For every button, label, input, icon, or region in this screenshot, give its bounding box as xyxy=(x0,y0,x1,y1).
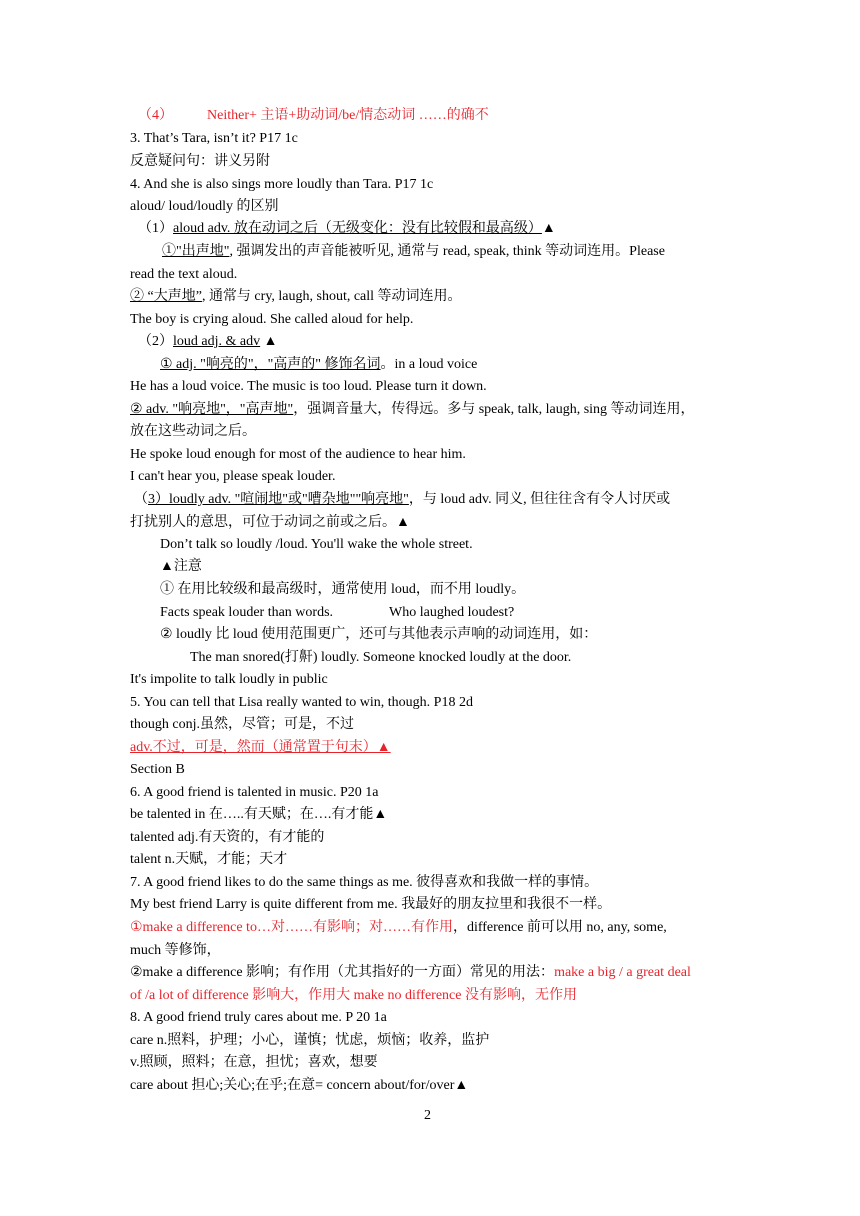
though-conj: though conj.虽然，尽管；可是，不过 xyxy=(130,717,354,732)
though-adv: adv.不过，可是，然而（通常置于句末）▲ xyxy=(130,740,391,755)
note-tag-question: 反意疑问句：讲义另附 xyxy=(130,154,270,169)
loud-usage-1 xyxy=(160,356,766,373)
make-difference-1 xyxy=(130,919,736,936)
line-neither-text: Neither+ 主语+助动词/be/情态动词 ……的确不 xyxy=(207,108,489,123)
be-talented-in: be talented in 在…..有天赋；在….有才能▲ xyxy=(130,807,388,822)
note-1-example-b: Who laughed loudest? xyxy=(389,605,515,620)
care-about: care about 担心;关心;在乎;在意= concern about/for/over▲ xyxy=(130,1078,469,1093)
aloud-usage-1-underlined: ①"出声地" xyxy=(162,244,230,259)
note-1-example-a: Facts speak louder than words. xyxy=(160,605,334,620)
loud-examples-1: He has a loud voice. The music is too loud. Please turn it down. xyxy=(130,379,487,394)
loud-usage-2-cont: 放在这些动词之后。 xyxy=(130,424,256,439)
note-1-examples xyxy=(160,604,766,621)
section-b-heading: Section B xyxy=(130,762,185,777)
loudly-example: Don’t talk so loudly /loud. You'll wake the whole street. xyxy=(160,537,473,552)
triangle-mark: ▲ xyxy=(260,334,278,349)
talent-n: talent n.天赋，才能；天才 xyxy=(130,852,288,867)
loud-usage-1-underlined: ① adj. "响亮的"，"高声的" 修饰名词 xyxy=(160,357,381,372)
loudly-def-cont: 打扰别人的意思，可位于动词之前或之后。▲ xyxy=(130,515,410,530)
make-difference-2-red: make a big / a great deal xyxy=(554,965,691,980)
aloud-loud-heading: aloud/ loud/loudly 的区别 xyxy=(130,199,279,214)
aloud-usage-2-text: , 通常与 cry, laugh, shout, call 等动词连用。 xyxy=(201,289,462,304)
aloud-examples: The boy is crying aloud. She called aloud for help. xyxy=(130,312,414,327)
loud-def-prefix: （2） xyxy=(138,334,173,349)
loud-example-3: I can't hear you, please speak louder. xyxy=(130,469,336,484)
note-2: ② loudly 比 loud 使用范围更广，还可与其他表示声响的动词连用，如： xyxy=(160,627,598,642)
aloud-def xyxy=(138,220,744,237)
make-difference-2 xyxy=(130,964,736,981)
make-difference-1-red: ①make a difference to…对……有影响；对……有作用 xyxy=(130,920,453,935)
aloud-usage-1-text: , 强调发出的声音能被听见, 通常与 read, speak, think 等动词连用。Please xyxy=(229,244,665,259)
note-1: ① 在用比较级和最高级时，通常使用 loud，而不用 loudly。 xyxy=(160,582,526,597)
aloud-usage-1 xyxy=(162,243,768,260)
aloud-def-prefix: （1） xyxy=(138,221,173,236)
loud-def xyxy=(138,333,744,350)
loudly-def xyxy=(134,491,740,508)
aloud-usage-2 xyxy=(130,288,736,305)
sentence-8: 8. A good friend truly cares about me. P 20 1a xyxy=(130,1010,387,1025)
loud-usage-1-text: 。in a loud voice xyxy=(380,357,478,372)
aloud-def-underlined: aloud adv. 放在动词之后（无级变化：没有比较假和最高级） xyxy=(173,221,542,236)
aloud-usage-1-cont: read the text aloud. xyxy=(130,267,238,282)
loudly-def-prefix: （ xyxy=(134,492,148,507)
sentence-4: 4. And she is also sings more loudly than Tara. P17 1c xyxy=(130,177,434,192)
care-verb: v.照顾，照料；在意，担忧；喜欢，想要 xyxy=(130,1055,378,1070)
loud-example-2: He spoke loud enough for most of the audience to hear him. xyxy=(130,447,466,462)
make-difference-1-text: ，difference 前可以用 no, any, some, xyxy=(452,920,667,935)
care-noun: care n.照料，护理；小心，谨慎；忧虑，烦恼；收养，监护 xyxy=(130,1033,490,1048)
page-number: 2 xyxy=(424,1108,431,1123)
loud-usage-2-underlined: ② adv. "响亮地"，"高声地" xyxy=(130,402,294,417)
make-difference-2-cont: of /a lot of difference 影响大，作用大 make no difference 没有影响，无作用 xyxy=(130,988,577,1003)
loud-def-underlined: loud adj. & adv xyxy=(173,334,261,349)
loud-usage-2-text: ，强调音量大，传得远。多与 speak, talk, laugh, sing 等动词连用， xyxy=(293,402,695,417)
line-neither xyxy=(138,107,744,124)
line-neither-number: （4） xyxy=(138,108,173,123)
loudly-def-underlined: 3）loudly adv. "喧闹地"或"嘈杂地""响亮地" xyxy=(148,492,409,507)
triangle-mark: ▲ xyxy=(541,221,556,236)
sentence-6: 6. A good friend is talented in music. P20 1a xyxy=(130,785,379,800)
sentence-5: 5. You can tell that Lisa really wanted to win, though. P18 2d xyxy=(130,695,473,710)
note-heading: ▲注意 xyxy=(160,559,202,574)
make-difference-2-text: ②make a difference 影响；有作用（尤其指好的一方面）常见的用法： xyxy=(130,965,555,980)
loudly-example-2: It's impolite to talk loudly in public xyxy=(130,672,328,687)
aloud-usage-2-underlined: ② “大声地” xyxy=(130,289,202,304)
sentence-7: 7. A good friend likes to do the same things as me. 彼得喜欢和我做一样的事情。 xyxy=(130,875,599,890)
talented-adj: talented adj.有天资的，有才能的 xyxy=(130,830,325,845)
note-2-examples: The man snored(打鼾) loudly. Someone knocked loudly at the door. xyxy=(190,650,572,665)
loudly-def-text: ，与 loud adv. 同义, 但往往含有令人讨厌或 xyxy=(408,492,671,507)
make-difference-1-cont: much 等修饰， xyxy=(130,943,221,958)
sentence-3: 3. That’s Tara, isn’t it? P17 1c xyxy=(130,131,298,146)
loud-usage-2 xyxy=(130,401,736,418)
sentence-7-example: My best friend Larry is quite different from me. 我最好的朋友拉里和我很不一样。 xyxy=(130,897,612,912)
